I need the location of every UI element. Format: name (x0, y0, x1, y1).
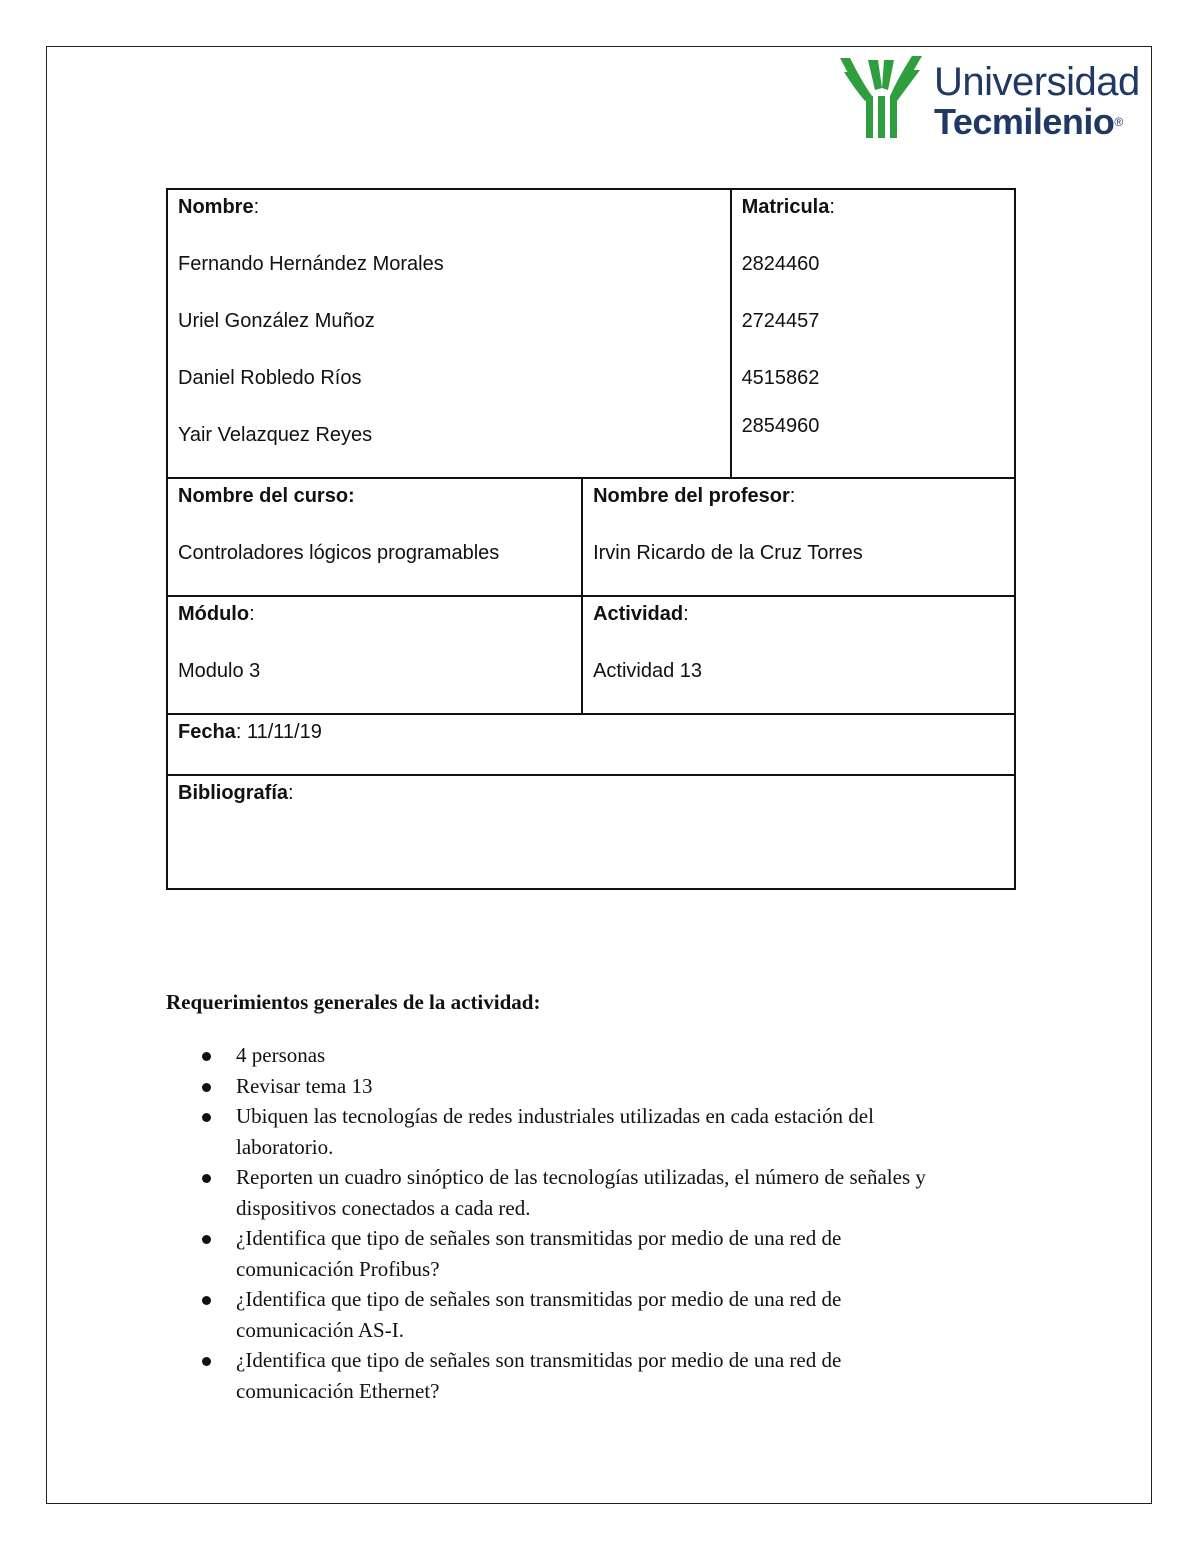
logo-text-tecmilenio (934, 102, 1123, 142)
list-item-text: Revisar tema 13 (236, 1073, 373, 1098)
actividad-cell (582, 596, 1015, 714)
list-item-text: 4 personas (236, 1043, 326, 1067)
fecha-label: Fecha (178, 721, 236, 743)
list-item (166, 1345, 1026, 1406)
curso-label: Nombre del curso: (178, 485, 355, 507)
student-name: Fernando Hernández Morales (178, 253, 444, 275)
list-item-text-continued: laboratorio. (236, 1134, 334, 1159)
university-logo (838, 52, 1158, 144)
curso-value: Controladores lógicos programables (178, 542, 500, 564)
bullet-icon (202, 1174, 211, 1183)
profesor-label: Nombre del profesor (593, 485, 790, 507)
student-id: 4515862 (741, 367, 820, 389)
bullet-icon (202, 1357, 211, 1366)
student-info-table (166, 188, 1016, 890)
bullet-icon (202, 1052, 211, 1061)
list-item (166, 1223, 1026, 1284)
curso-cell (167, 478, 582, 596)
colon: : (789, 485, 796, 507)
modulo-cell (167, 596, 582, 714)
list-item (166, 1284, 1026, 1345)
logo-text-universidad: Universidad (934, 60, 1140, 104)
list-item-text-continued: comunicación AS-I. (236, 1317, 404, 1342)
list-item-text-continued: comunicación Profibus? (236, 1256, 440, 1281)
student-id: 2724457 (741, 310, 820, 332)
bibliografia-cell (167, 775, 1015, 889)
fecha-value: 11/11/19 (246, 721, 322, 743)
list-item-text-continued: comunicación Ethernet? (236, 1378, 440, 1403)
actividad-value: Actividad 13 (593, 660, 703, 682)
bibliografia-row (178, 778, 1004, 835)
student-name: Yair Velazquez Reyes (178, 424, 373, 446)
logo-brand-name: Tecmilenio (934, 101, 1115, 142)
bullet-icon (202, 1296, 211, 1305)
bullet-icon (202, 1235, 211, 1244)
student-id: 2854960 (741, 415, 820, 437)
colon: : (829, 196, 835, 218)
profesor-header (593, 481, 1004, 538)
fecha-row (178, 717, 1004, 774)
bullet-icon (202, 1113, 211, 1122)
list-item-text: ¿Identifica que tipo de señales son transmitidas por medio de una red de (236, 1226, 842, 1250)
requirements-title: Requerimientos generales de la actividad: (166, 990, 541, 1014)
list-item (166, 1040, 1026, 1071)
colon: : (253, 196, 260, 218)
profesor-value: Irvin Ricardo de la Cruz Torres (593, 542, 863, 564)
colon: : (235, 721, 242, 743)
list-item (166, 1162, 1026, 1223)
colon: : (288, 782, 294, 804)
list-item-text: Ubiquen las tecnologías de redes industriales utilizadas en cada estación del (236, 1104, 874, 1128)
ids-cell (731, 189, 1015, 478)
requirements-list (166, 1040, 1026, 1406)
registered-mark: ® (1114, 115, 1123, 129)
list-item-text-continued: dispositivos conectados a cada red. (236, 1195, 531, 1220)
modulo-value: Modulo 3 (178, 660, 261, 682)
fecha-cell (167, 714, 1015, 775)
colon: : (683, 603, 689, 625)
nombre-label: Nombre (178, 196, 254, 218)
actividad-header (593, 599, 1004, 656)
colon: : (249, 603, 255, 625)
list-item-text: Reporten un cuadro sinóptico de las tecnologías utilizadas, el número de señales y (236, 1165, 926, 1189)
modulo-label: Módulo (178, 603, 250, 625)
list-item (166, 1071, 1026, 1102)
nombre-header (178, 192, 720, 249)
bibliografia-label: Bibliografía (178, 782, 289, 804)
bullet-icon (202, 1083, 211, 1092)
modulo-header (178, 599, 571, 656)
tecmilenio-emblem-icon (838, 52, 924, 140)
names-cell (167, 189, 731, 478)
profesor-cell (582, 478, 1015, 596)
student-name: Daniel Robledo Ríos (178, 367, 362, 389)
list-item-text: ¿Identifica que tipo de señales son transmitidas por medio de una red de (236, 1348, 842, 1372)
actividad-label: Actividad (593, 603, 684, 625)
student-name: Uriel González Muñoz (178, 310, 375, 332)
list-item (166, 1101, 1026, 1162)
list-item-text: ¿Identifica que tipo de señales son transmitidas por medio de una red de (236, 1287, 842, 1311)
student-id: 2824460 (741, 253, 820, 275)
matricula-label: Matricula (741, 196, 830, 218)
matricula-header (742, 192, 1004, 249)
